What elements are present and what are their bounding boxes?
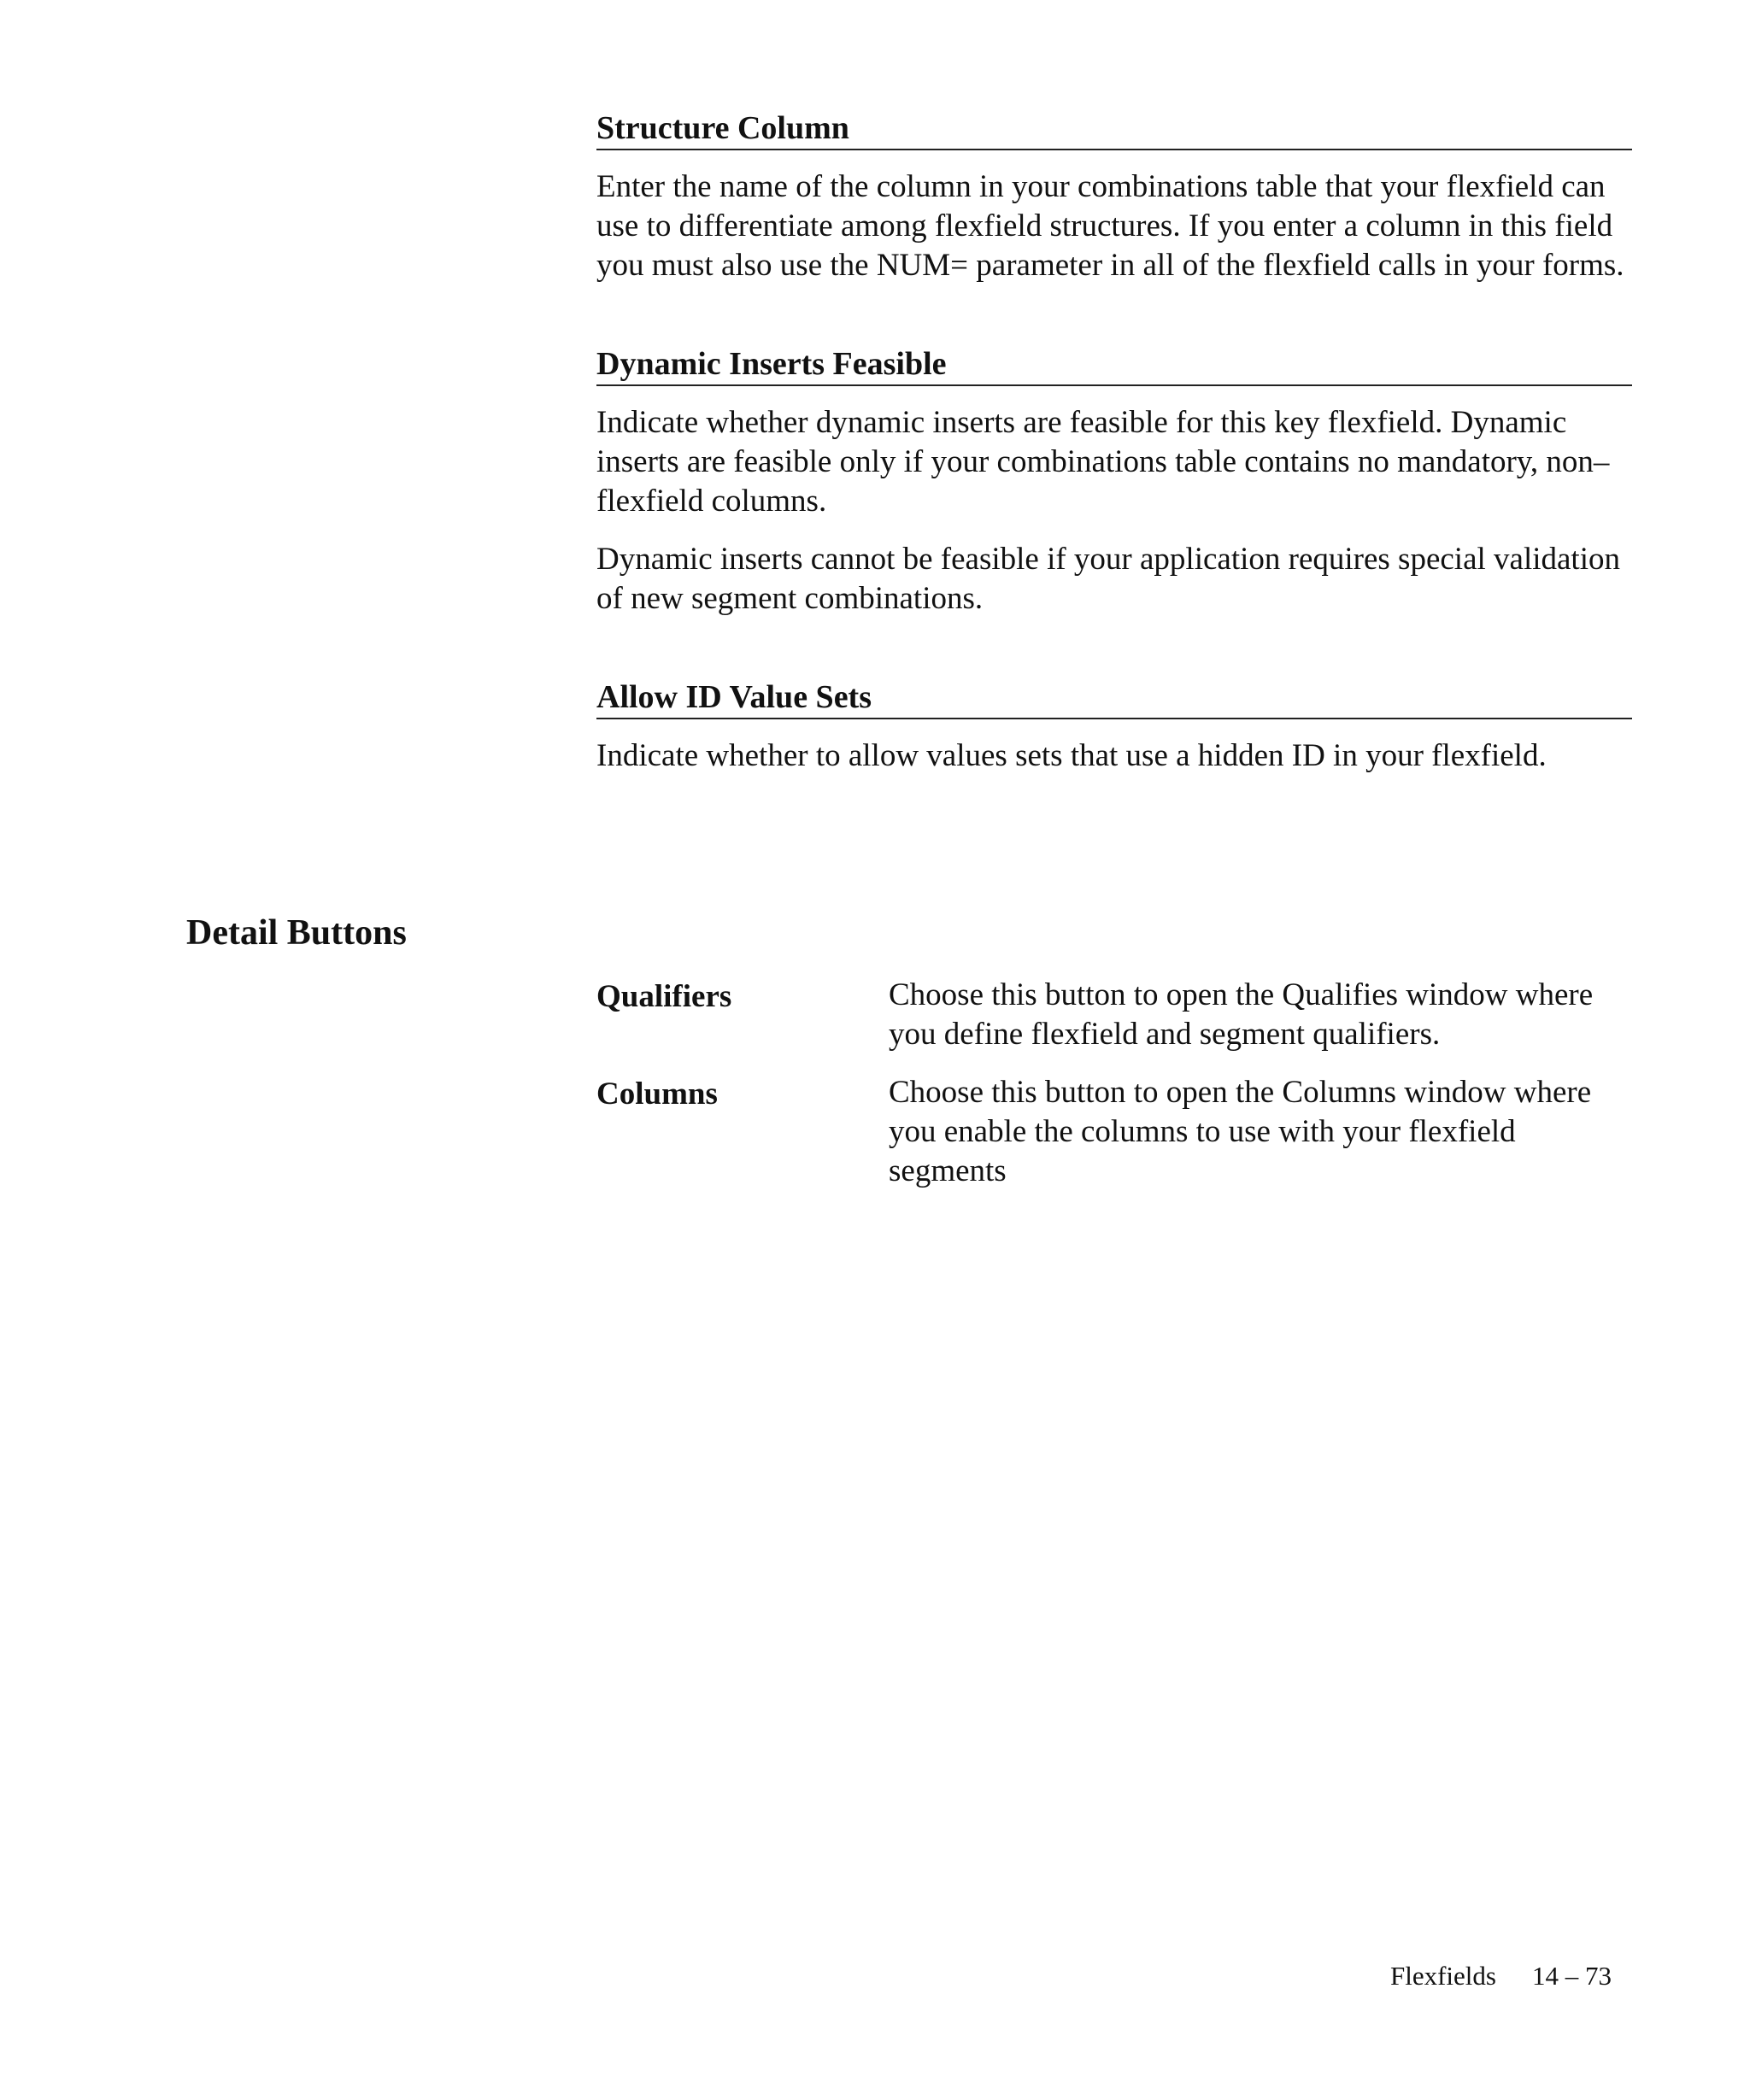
section-paragraph: Indicate whether to allow values sets that use a hidden ID in your flexfield. [596,738,1547,773]
section-paragraph: Enter the name of the column in your combinations table that your flexfield can use to differentiate among flexfield structures. If you enter a column in this field you must also use the NUM= parameter in all of the flexfield calls in your forms. [596,169,1624,283]
detail-term: Columns [596,1076,718,1112]
detail-buttons-heading: Detail Buttons [186,913,407,953]
detail-buttons-list [596,976,1632,1210]
detail-item-columns [596,1073,1632,1191]
section-allow-id-value-sets [596,678,1632,776]
footer-chapter: Flexfields [1390,1961,1496,1991]
section-dynamic-inserts-feasible [596,345,1632,619]
page-footer [1390,1960,1612,1992]
section-heading: Dynamic Inserts Feasible [596,345,1632,386]
section-paragraph: Indicate whether dynamic inserts are feasible for this key flexfield. Dynamic inserts are feasible only if your combinations table contains no mandatory, non–flexfield columns. [596,405,1610,519]
section-paragraph: Dynamic inserts cannot be feasible if your application requires special validation of new segment combinations. [596,542,1620,616]
detail-term: Qualifiers [596,979,732,1014]
detail-description: Choose this button to open the Columns window where you enable the columns to use with your flexfield segments [889,1075,1592,1188]
main-content [596,109,1632,836]
section-heading: Allow ID Value Sets [596,678,1632,719]
section-structure-column [596,109,1632,285]
detail-item-qualifiers [596,976,1632,1054]
detail-description: Choose this button to open the Qualifies window where you define flexfield and segment qualifiers. [889,977,1594,1052]
section-heading: Structure Column [596,109,1632,150]
footer-page-number: 14 – 73 [1532,1961,1612,1991]
